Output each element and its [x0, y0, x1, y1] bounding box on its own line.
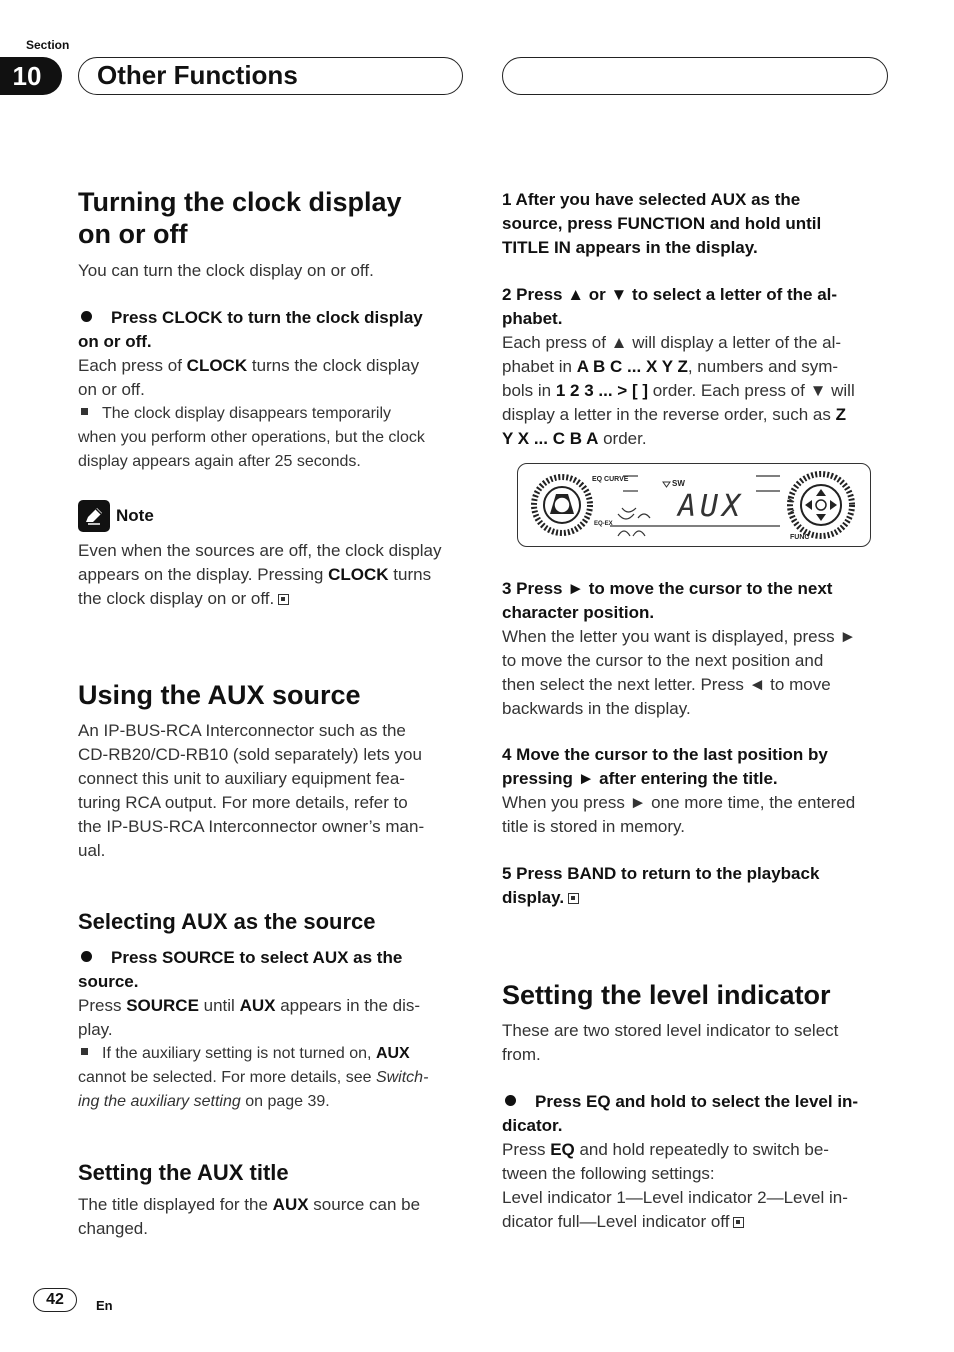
end-mark-icon: [278, 594, 289, 605]
aux-line3: connect this unit to auxiliary equipment fea-: [78, 769, 405, 788]
eq-curve-label: EQ CURVE: [592, 476, 629, 483]
step5-line2: display.: [502, 888, 565, 907]
step2-body4-bold: Z: [835, 405, 846, 424]
aux-line6: ual.: [78, 841, 106, 860]
clock-body-pre: Each press of: [78, 356, 187, 375]
clock-bullet: [78, 306, 466, 474]
aux-title-line2: changed.: [78, 1219, 148, 1238]
select-body-p2: until: [198, 996, 240, 1015]
sw-label: SW: [672, 479, 685, 488]
small-square-icon: [81, 1048, 88, 1055]
clock-heading-line1: Turning the clock display: [78, 187, 402, 217]
select-body-b1: SOURCE: [126, 996, 199, 1015]
select-small-l1-bold: AUX: [375, 1045, 410, 1062]
level-body4: dicator full—Level indicator off: [502, 1212, 730, 1231]
section-label: Section: [26, 38, 70, 52]
aux-heading: Using the AUX source: [78, 680, 361, 710]
note-line2-post: turns: [388, 565, 432, 584]
note-label: Note: [116, 506, 154, 525]
level-body1-post: and hold repeatedly to switch be-: [574, 1140, 829, 1159]
step2-body3-pre: bols in: [502, 381, 556, 400]
step2-body1: Each press of ▲ will display a letter of the al-: [502, 333, 842, 352]
step2-body2-pre: phabet in: [502, 357, 577, 376]
select-small-l3-italic: ing the auxiliary setting: [78, 1093, 241, 1110]
clock-heading: [78, 186, 466, 250]
step3-body1: When the letter you want is displayed, press ►: [502, 627, 857, 646]
select-body-p3: appears in the dis-: [275, 996, 421, 1015]
step2-body3-post: order. Each press of ▼ will: [648, 381, 855, 400]
clock-small-line1: The clock display disappears temporarily: [102, 405, 392, 422]
select-body-b2: AUX: [239, 996, 276, 1015]
language-label: En: [96, 1298, 113, 1313]
end-mark-icon: [733, 1217, 744, 1228]
direction-dial-icon: [790, 474, 852, 536]
small-square-icon: [81, 408, 88, 415]
clock-bullet-line1: Press CLOCK to turn the clock display: [111, 308, 423, 327]
note-line1: Even when the sources are off, the clock display: [78, 541, 442, 560]
step2-body3-bold: 1 2 3 ... > [ ]: [555, 381, 648, 400]
clock-body-bold: CLOCK: [186, 356, 248, 375]
aux-title-heading: Setting the AUX title: [78, 1160, 289, 1185]
display-text: AUX: [678, 489, 745, 524]
step1-line1: 1 After you have selected AUX as the: [502, 190, 801, 209]
eq-ex-label: EQ-EX: [594, 521, 613, 527]
clock-bullet-line2: on or off.: [78, 332, 152, 351]
select-small-l3-post: on page 39.: [240, 1093, 330, 1110]
aux-line4: turing RCA output. For more details, refer to: [78, 793, 408, 812]
select-small-l1: If the auxiliary setting is not turned on,: [102, 1045, 376, 1062]
select-small-l2: cannot be selected. For more details, see: [78, 1069, 376, 1086]
level-body2: tween the following settings:: [502, 1164, 715, 1183]
level-body1-bold: EQ: [550, 1140, 575, 1159]
step-2: [502, 283, 890, 451]
aux-title-body: [78, 1193, 466, 1241]
head-unit-display-illustration: [517, 463, 871, 547]
step2-line2: phabet.: [502, 309, 563, 328]
section-title: Other Functions: [78, 57, 463, 95]
step2-body4-pre: display a letter in the reverse order, such as: [502, 405, 836, 424]
page-number: 42: [33, 1288, 77, 1312]
section-number: 10: [0, 57, 62, 95]
note-pencil-icon: [78, 500, 110, 532]
note-line2-pre: appears on the display. Pressing: [78, 565, 329, 584]
step-1: [502, 188, 890, 260]
aux-line5: the IP-BUS-RCA Interconnector owner’s man-: [78, 817, 425, 836]
clock-body-line2: on or off.: [78, 380, 145, 399]
header-pill-empty: [502, 57, 888, 95]
step2-body2-bold: A B C ... X Y Z: [576, 357, 688, 376]
note-line3: the clock display on or off.: [78, 589, 275, 608]
step4-line2: pressing ► after entering the title.: [502, 769, 778, 788]
note-header: [78, 500, 466, 532]
note-line2-bold: CLOCK: [328, 565, 389, 584]
note-body: [78, 539, 466, 611]
step1-line2: source, press FUNCTION and hold until: [502, 214, 822, 233]
step2-body2-post: , numbers and sym-: [687, 357, 839, 376]
step5-line1: 5 Press BAND to return to the playback: [502, 864, 820, 883]
level-body3: Level indicator 1—Level indicator 2—Level in-: [502, 1188, 848, 1207]
bullet-dot-icon: [81, 311, 92, 322]
level-intro2: from.: [502, 1045, 541, 1064]
level-body1-pre: Press: [502, 1140, 551, 1159]
select-bullet-line2: source.: [78, 972, 139, 991]
select-bullet-line1: Press SOURCE to select AUX as the: [111, 948, 403, 967]
func-label: FUNC: [790, 534, 810, 541]
level-dial-icon: [534, 477, 590, 533]
bullet-dot-icon: [505, 1095, 516, 1106]
level-bullet-line1: Press EQ and hold to select the level in-: [535, 1092, 859, 1111]
aux-title-pre: The title displayed for the: [78, 1195, 273, 1214]
step3-body3: then select the next letter. Press ◄ to move: [502, 675, 831, 694]
select-body-line2: play.: [78, 1020, 113, 1039]
clock-small-line3: display appears again after 25 seconds.: [78, 453, 361, 470]
step-4: [502, 743, 890, 839]
step-3: [502, 577, 890, 721]
step3-body4: backwards in the display.: [502, 699, 691, 718]
level-bullet-line2: dicator.: [502, 1116, 563, 1135]
step4-body1: When you press ► one more time, the entered: [502, 793, 856, 812]
select-body-p1: Press: [78, 996, 127, 1015]
aux-line2: CD-RB20/CD-RB10 (sold separately) lets you: [78, 745, 422, 764]
clock-intro: You can turn the clock display on or off.: [78, 261, 374, 280]
step2-body5-post: order.: [598, 429, 647, 448]
clock-heading-line2: on or off: [78, 219, 188, 249]
level-body: [502, 1090, 890, 1234]
clock-body-post: turns the clock display: [247, 356, 420, 375]
step4-body2: title is stored in memory.: [502, 817, 685, 836]
aux-body: [78, 719, 466, 863]
step3-body2: to move the cursor to the next position and: [502, 651, 824, 670]
aux-title-post: source can be: [308, 1195, 421, 1214]
bullet-dot-icon: [81, 951, 92, 962]
step3-line1: 3 Press ► to move the cursor to the next: [502, 579, 833, 598]
step1-line3: TITLE IN appears in the display.: [502, 238, 758, 257]
step2-body5-bold: Y X ... C B A: [502, 429, 599, 448]
aux-title-bold: AUX: [272, 1195, 309, 1214]
level-heading: Setting the level indicator: [502, 980, 831, 1010]
select-small-l2-italic: Switch-: [375, 1069, 429, 1086]
step-5: [502, 862, 890, 910]
step2-line1: 2 Press ▲ or ▼ to select a letter of the al-: [502, 285, 838, 304]
level-intro1: These are two stored level indicator to select: [502, 1021, 839, 1040]
step3-line2: character position.: [502, 603, 655, 622]
step4-line1: 4 Move the cursor to the last position by: [502, 745, 828, 764]
aux-line1: An IP-BUS-RCA Interconnector such as the: [78, 721, 406, 740]
end-mark-icon: [568, 893, 579, 904]
select-aux-body: [78, 946, 466, 1114]
level-intro: [502, 1019, 890, 1067]
select-aux-heading: Selecting AUX as the source: [78, 909, 376, 934]
clock-small-line2: when you perform other operations, but the clock: [78, 429, 425, 446]
